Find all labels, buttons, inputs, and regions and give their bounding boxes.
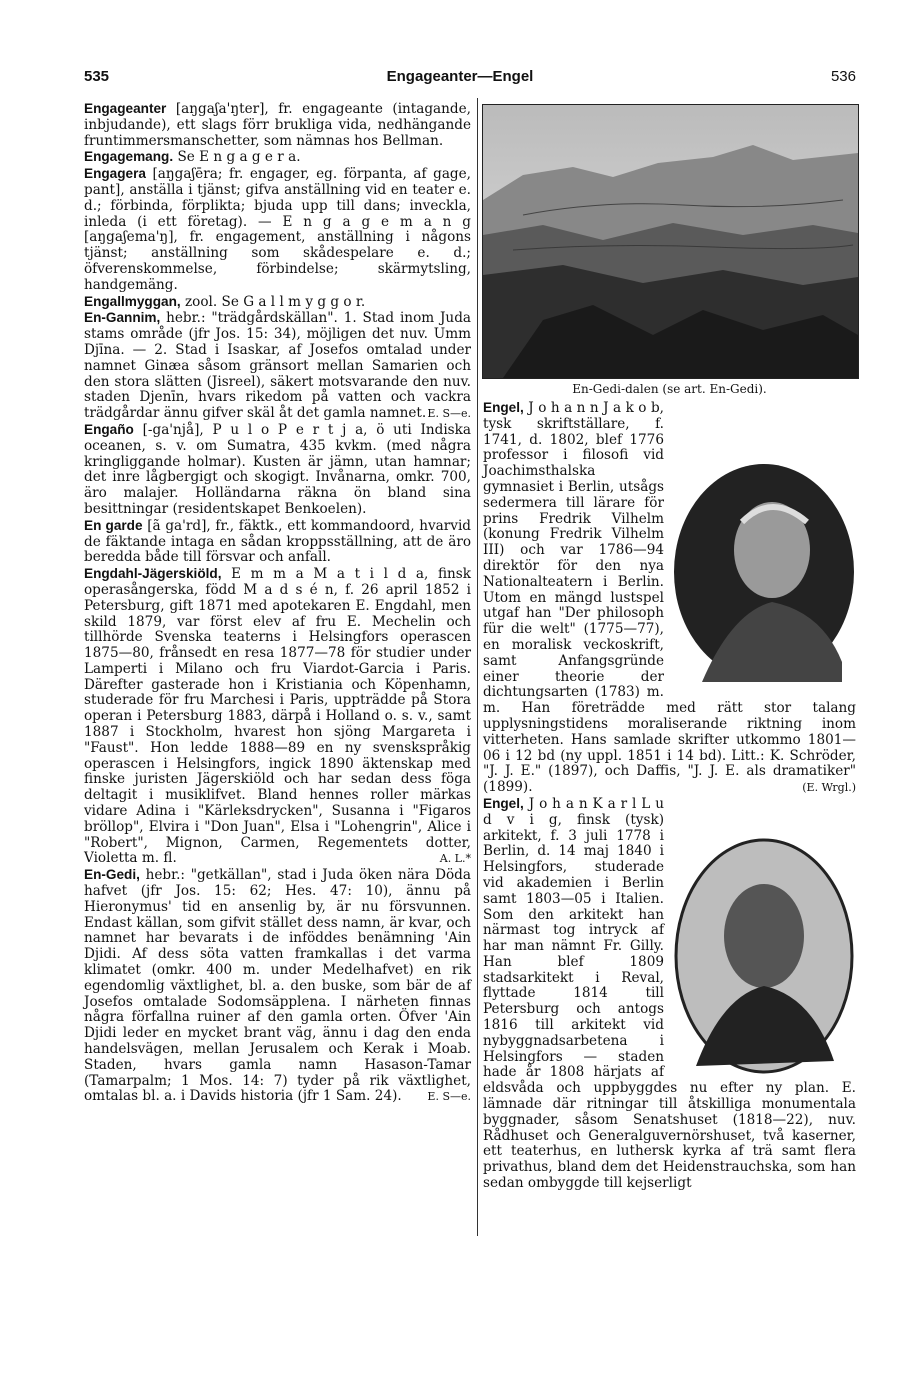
right-column bbox=[483, 400, 856, 1192]
entry-headword: En garde bbox=[84, 517, 143, 533]
author-signature: (E. Wrgl.) bbox=[802, 781, 856, 795]
entry-headword: Engel, bbox=[483, 400, 524, 415]
page-number-left: 535 bbox=[84, 68, 110, 85]
entry-headword: En-Gedi, bbox=[84, 867, 140, 883]
entry-text: [-ga'njå], P u l o P e r t j a, ö uti Indiska oceanen, s. v. om Sumatra, 435 kvkm. (med några kringliggande holmar). Kusten är jämn, utan hamnar; det inre lågbergigt och skogigt. Invånarna, omkr. 700, äro malajer. Holländarna räkna ön bland sina besittningar (residentskapet Benkoelen). bbox=[84, 421, 471, 517]
entry-headword: Engagemang. bbox=[84, 149, 174, 165]
entry-text: [aŋgaʃa'ŋter], fr. engageante (intagande, inbjudande), ett slags förr brukliga vida, nedhängande fruntimmersmanschetter, som nämnas hos Bellman. bbox=[84, 101, 471, 149]
entry-headword: Engallmyggan, bbox=[84, 293, 181, 309]
column-divider bbox=[477, 98, 478, 1236]
entry-text: J o h a n n J a k o b, tysk skriftställare, f. 1741, d. 1802, blef 1776 professor i filosofi vid Joachimsthalska gymnasiet i Berlin, utsågs sedermera till lärare för prins Fredrik Vilhelm (konung Fredrik Vilhelm III) och var 1786—94 direktör för den nya Nationalteatern i Berlin. Utom en mängd lustspel utgaf han "Der philosoph für die welt" (1775—77), en moralisk veckoskrift, samt Anfangsgründe einer theorie der dichtungsarten (1783) m. m. Han företrädde med rätt stor talang upplysningstidens moraliserande riktning inom vitterheten. Hans samlade skrifter utkommo 1801—06 i 12 bd (ny uppl. 1851 i 14 bd). Litt.: K. Schröder, "J. J. E." (1897), och Daffis, "J. J. E. als dramatiker" (1899). bbox=[483, 400, 856, 796]
entry-headword: Engdahl-Jägerskiöld, bbox=[84, 566, 222, 582]
entry-text: Se E n g a g e r a. bbox=[173, 149, 301, 166]
entry-text: J o h a n K a r l L u d v i g, finsk (tysk) arkitekt, f. 3 juli 1778 i Berlin, d. 14 maj 1840 i Helsingfors, studerade vid akademien i Berlin samt 1803—05 i Italien. Som den arkitekt han närmast tog intryck af har man nämnt Fr. Gilly. Han blef 1809 stadsarkitekt i Reval, flyttade 1814 till Petersburg och antogs 1816 till arkitekt vid nybyggnadsarbetena i Helsingfors — staden hade år 1808 härjats af eldsvåda och uppbyggdes nu efter ny plan. E. lämnade där ritningar till åtskilliga monumentala byggnader, såsom Senatshuset (1818—22), nuv. Rådhuset och Generalguvernörshuset, två kaserner, ett teaterhus, en luthersk kyrka af trä samt flera privathus, bland dem det Heidenstrauchska, som han sedan ombyggde till kejserligt bbox=[483, 795, 856, 1192]
entry-headword: Engaño bbox=[84, 421, 134, 437]
entry-headword: Engel, bbox=[483, 795, 524, 811]
entry-text: zool. Se G a l l m y g g o r. bbox=[180, 293, 366, 310]
entry-text: [aŋgaʃēra; fr. engager, eg. förpanta, af gage, pant], anställa i tjänst; gifva anställning vid en teater e. d.; förbinda, förplikta; bjuda upp till dans; inveckla, inleda (i ett företag). — E n g a g e m a n g [aŋgaʃema'ŋ], fr. engagement, anställning i någons tjänst; anställning som skådespelare e. d.; öfverenskommelse, förbindelse; skärmytsling, handgemäng. bbox=[84, 166, 471, 293]
en-gedi-valley-illustration bbox=[482, 104, 859, 379]
entry-en-garde bbox=[84, 518, 471, 566]
entry-text: hebr.: "getkällan", stad i Juda öken nära Döda hafvet (jfr Jos. 15: 62; Hes. 47: 10), ännu på Hieronymus' tid en ansenlig by, är nu försvunnen. Endast källan, som gifvit stället dess namn, är kvar, och namnet har bevarats i de inföddes benämning 'Ain Djidi. Af dess söta vatten framkallas i det varma klimatet (omkr. 400 m. under Medelhafvet) en rik egendomlig växtlighet, bl. a. den buske, som bär de af Josefos omtalade Sodomsäpplena. I närheten finnas några förfallna ruiner af den gamla orten. Öfver 'Ain Djidi leder en mycket brant väg, ännu i dag den enda handelsvägen, mellan Jerusalem och Kerak i Moab. Staden, hvars gamla namn Hasason-Tamar (Tamarpalm; 1 Mos. 14: 7) tyder på rik växtlighet, omtalas bl. a. i Davids historia (jfr 1 Sam. 24). bbox=[84, 867, 471, 1105]
entry-engagemang bbox=[84, 149, 471, 166]
entry-text: hebr.: "trädgårdskällan". 1. Stad inom Juda stams område (jfr Jos. 15: 34), möjligen det nuv. Umm Djīna. — 2. Stad i Isaskar, af Josefos omtalad under namnet Ginæa såsom gränsort mellan Samarien och den stora slätten (Jisreel), säkert motsvarande den nuv. staden Djenīn, hvars rikedom på vatten och vackra trädgårdar ännu gifver skäl åt det gamla namnet. bbox=[84, 310, 471, 422]
portrait-engel-johann-jakob bbox=[672, 462, 856, 682]
entry-engagera bbox=[84, 166, 471, 293]
entry-engallmyggan bbox=[84, 294, 471, 311]
entry-en-gannim bbox=[84, 310, 471, 422]
figure-caption: En-Gedi-dalen (se art. En-Gedi). bbox=[572, 382, 767, 396]
author-signature: E. S—e. bbox=[427, 1090, 471, 1104]
entry-headword: Engagera bbox=[84, 166, 146, 182]
entry-engel-johann-jakob bbox=[483, 400, 856, 796]
entry-engageanter bbox=[84, 101, 471, 149]
author-signature: A. L.* bbox=[439, 852, 471, 866]
entry-engel-johan-karl-ludvig bbox=[483, 796, 856, 1192]
entry-en-gedi bbox=[84, 867, 471, 1105]
landscape-engraving bbox=[483, 105, 858, 378]
entry-text: [ã ga'rd], fr., fäktk., ett kommandoord, hvarvid de fäktande intaga en sådan kroppsställning, att de äro beredda både till försvar och anfall. bbox=[84, 517, 471, 566]
left-column bbox=[84, 101, 471, 1105]
entry-text: E m m a M a t i l d a, finsk operasångerska, född M a d s é n, f. 26 april 1852 i Petersburg, gift 1871 med apotekaren E. Engdahl, men skild 1879, var först elev af fru E. Mechelin och tillhörde Svenska teaterns i Helsingfors operascen 1875—80, frånsedt en resa 1877—78 för studier under Lamperti i Milano och fru Viardot-Garcia i Paris. Därefter gasterade hon i Kristiania och Köpenhamn, studerade för fru Marchesi i Paris, uppträdde på Stora operan i Petersburg 1883, därpå i Holland o. s. v., samt 1887 i Stockholm, hvarest hon sjöng Margareta i "Faust". Hon ledde 1888—89 en ny svenskspråkig operascen i Helsingfors, ingick 1890 äktenskap med finske juristen Jägerskiöld och har sedan dess föga deltagit i musiklifvet. Bland hennes roller märkas vidare Adina i "Kärleksdrycken", Susanna i "Figaros bröllop", Elvira i "Don Juan", Elsa i "Lohengrin", Alice i "Robert", Mignon, Carmen, Regementets dotter, Violetta m. fl. bbox=[84, 566, 471, 867]
running-header: Engageanter—Engel bbox=[386, 68, 534, 85]
author-signature: E. S—e. bbox=[427, 407, 471, 421]
entry-headword: En-Gannim, bbox=[84, 310, 161, 326]
entry-engdahl-jagerskiold bbox=[84, 566, 471, 867]
entry-headword: Engageanter bbox=[84, 101, 167, 116]
entry-engano bbox=[84, 422, 471, 518]
page-number-right: 536 bbox=[830, 68, 856, 85]
portrait-engel-johan-karl-ludvig bbox=[672, 836, 856, 1076]
